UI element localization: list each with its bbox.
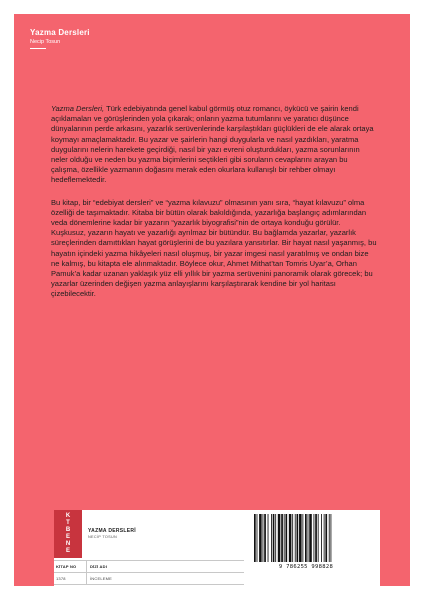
barcode-bar [271, 514, 272, 562]
cover-title: Yazma Dersleri [30, 28, 90, 37]
label-divider [54, 584, 244, 585]
barcode-bar [285, 514, 287, 562]
blurb-paragraph-1-text: Türk edebiyatında genel kabul görmüş otuz romancı, öykücü ve şairin kendi açıklamaları ve görüşlerinden yola çıkarak; onların yazma tutumlarını ve yaratıcı düşünce dünyalarının perde arkasını, yazarlık serüvenlerinde karşılaştıkları güçlükleri de ele alarak ortaya koymayı amaçlamaktadır. Bu yazar ve şairlerin hangi duygularla ve nasıl yazdıkları, yaratma duygularını nelerin harekete geçirdiği, nasıl bir yazı evreni oluşturdukları, yazma sorunlarının neler olduğu ve neden bu yazma biçimlerini seçtikleri gibi soruların cevaplarını arayan bu çalışma, özellikle yazmanın doğasını merak eden okurlara kullanışlı bir rehber olmayı hedeflemektedir. [51, 104, 374, 185]
logo-letter: B [65, 527, 71, 533]
barcode-bar [314, 514, 315, 562]
barcode-bar [305, 514, 307, 562]
cover-author: Necip Tosun [30, 39, 61, 45]
title-underline [30, 48, 46, 49]
label-divider [54, 572, 244, 573]
dizi-adi-value: İNCELEME [90, 576, 113, 581]
logo-letter: E [65, 548, 70, 554]
back-label [54, 510, 380, 586]
kitap-no-value: 1378 [56, 576, 66, 581]
logo-letter: K [65, 513, 71, 519]
blurb-paragraph-1 [51, 104, 377, 186]
barcode-bar [278, 514, 281, 562]
barcode-bar [295, 514, 296, 562]
barcode-bar [321, 514, 322, 562]
barcode-bar [299, 514, 302, 562]
barcode-bar [309, 514, 312, 562]
barcode-bar [284, 514, 285, 562]
barcode-bar [315, 514, 317, 562]
barcode-bar [324, 514, 325, 562]
barcode-bar [292, 514, 293, 562]
label-book-title: YAZMA DERSLERİ [88, 528, 137, 534]
barcode-bar [273, 514, 275, 562]
barcode-bar [308, 514, 309, 562]
blurb-text [51, 104, 377, 312]
dizi-adi-label: DİZİ ADI [90, 564, 108, 569]
isbn-number: 9 786255 998828 [278, 564, 334, 570]
kitap-no-label: KİTAP NO [56, 564, 77, 569]
barcode-bar [264, 514, 266, 562]
barcode-bar [302, 514, 303, 562]
barcode-bar [257, 514, 258, 562]
barcode-bar [297, 514, 299, 562]
barcode-bar [331, 514, 332, 562]
label-book-author: NECİP TOSUN [88, 535, 118, 539]
blurb-book-title: Yazma Dersleri, [51, 104, 105, 113]
barcode-bar [275, 514, 276, 562]
barcode-bar [259, 514, 262, 562]
barcode-bar [325, 514, 327, 562]
logo-letter: T [66, 520, 70, 526]
barcode-bar [318, 514, 319, 562]
barcode-bar [289, 514, 292, 562]
book-cover [14, 14, 410, 586]
logo-letter: N [65, 541, 71, 547]
barcode-bar [263, 514, 264, 562]
barcode-bar [281, 514, 283, 562]
barcode-bar [329, 514, 330, 562]
blurb-paragraph-2: Bu kitap, bir “edebiyat dersleri” ve “yazma kılavuzu” olmasının yanı sıra, “hayat kılavuzu” olma özelliği de taşımaktadır. Kitaba bir bütün olarak bakıldığında, yazarlığa başlangıç adımlarından veda dönemlerine kadar bir yazarın “yazarlık biyografisi”nin de ortaya konduğu görülür. Kuşkusuz, yazarın hayatı ve yazarlığı ayrılmaz bir bütündür. Bu bağlamda yazarlar, yazarlık süreçlerinden damıttıkları hayat görüşlerini de bu yazılara yansıtırlar. Bir hayat nasıl yaşanmış, bu hayatın içindeki yazma hikâyeleri nasıl oluşmuş, bir yazar imgesi nasıl yaratılmış ve ondan bize ne kalmış, bu kitapta ele alınmaktadır. Böylece okur, Ahmet Mithat’tan Tomris Uyar’a, Orhan Pamuk’a kadar uzanan yaklaşık yüz elli yıllık bir yazma serüvenini panoramik olarak görecek; bu yazarlar üzerinden değişen yazma anlayışlarını karşılaştırarak kendine bir yol haritası çizebilecektir. [51, 197, 377, 299]
label-column-divider [86, 560, 87, 584]
publisher-logo [54, 510, 82, 558]
label-divider [54, 560, 244, 561]
barcode-bar [268, 514, 269, 562]
barcode-bar [254, 514, 256, 562]
logo-letter: E [65, 534, 70, 540]
isbn-barcode [250, 514, 362, 562]
